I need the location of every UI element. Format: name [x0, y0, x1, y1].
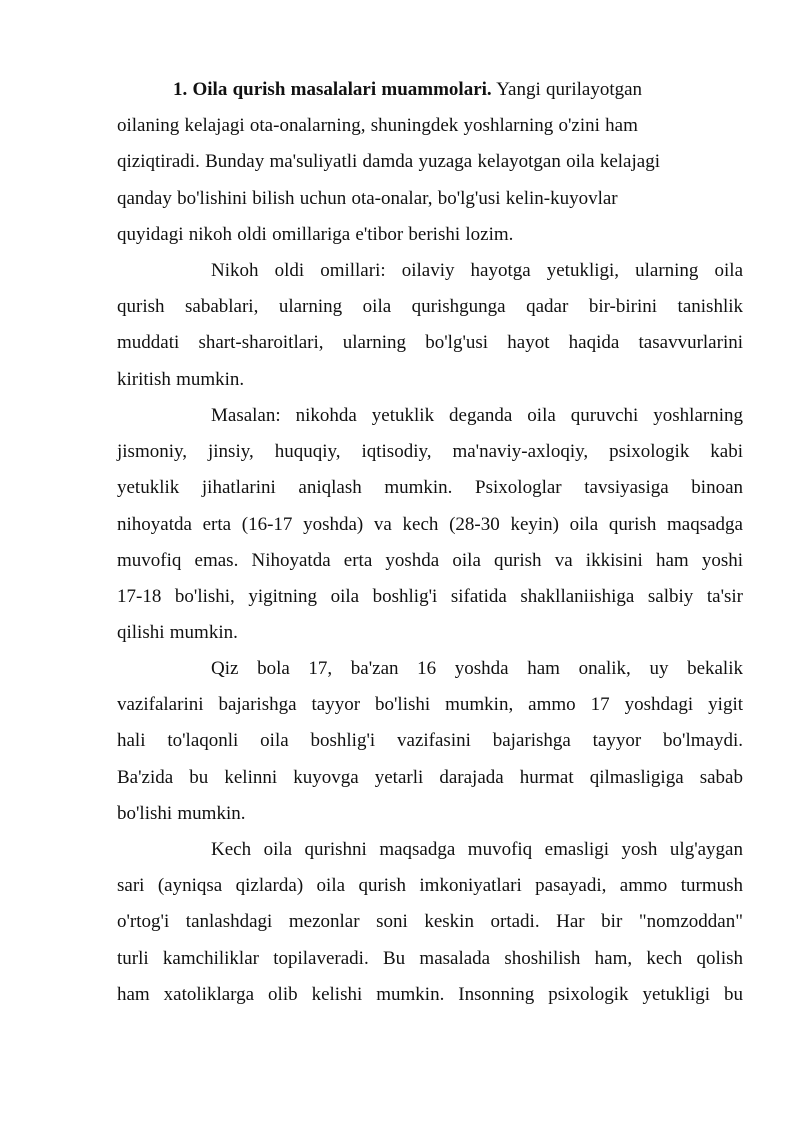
paragraph-line: yetuklik jihatlarini aniqlash mumkin. Psixologlar tavsiyasiga binoan: [117, 477, 743, 499]
paragraph-line: kiritish mumkin.: [117, 368, 245, 390]
paragraph-text: Yangi qurilayotgan: [496, 79, 643, 100]
paragraph-line: sari (ayniqsa qizlarda) oila qurish imkoniyatlari pasayadi, ammo turmush: [117, 875, 743, 897]
paragraph-line: o'rtog'i tanlashdagi mezonlar soni keskin ortadi. Har bir "nomzoddan": [117, 911, 743, 933]
paragraph-line: Ba'zida bu kelinni kuyovga yetarli darajada hurmat qilmasligiga sabab: [117, 766, 743, 788]
paragraph-line: muvofiq emas. Nihoyatda erta yoshda oila qurish va ikkisini ham yoshi: [117, 549, 743, 571]
paragraph-line: ham xatoliklarga olib kelishi mumkin. Insonning psixologik yetukligi bu: [117, 983, 743, 1005]
paragraph-kech-oila: [117, 832, 743, 1013]
paragraph-line: qiziqtiradi. Bunday ma'suliyatli damda yuzaga kelayotgan oila kelajagi: [117, 151, 660, 173]
paragraph-line: qilishi mumkin.: [117, 622, 238, 644]
paragraph-line: Kech oila qurishni maqsadga muvofiq emasligi yosh ulg'aygan: [211, 839, 743, 860]
paragraph-intro: [117, 72, 743, 253]
paragraph-line: 17-18 bo'lishi, yigitning oila boshlig'i sifatida shakllaniishiga salbiy ta'sir: [117, 586, 743, 608]
paragraph-line: hali to'laqonli oila boshlig'i vazifasini bajarishga tayyor bo'lmaydi.: [117, 730, 743, 752]
paragraph-line: turli kamchiliklar topilaveradi. Bu masalada shoshilish ham, kech qolish: [117, 947, 743, 969]
paragraph-line: vazifalarini bajarishga tayyor bo'lishi mumkin, ammo 17 yoshdagi yigit: [117, 694, 743, 716]
paragraph-line: qurish sabablari, ularning oila qurishgunga qadar bir-birini tanishlik: [117, 296, 743, 318]
paragraph-line: Masalan: nikohda yetuklik deganda oila quruvchi yoshlarning: [211, 405, 743, 426]
paragraph-nikoh-oldi: [117, 253, 743, 398]
paragraph-line: qanday bo'lishini bilish uchun ota-onalar, bo'lg'usi kelin-kuyovlar: [117, 187, 618, 209]
paragraph-line: oilaning kelajagi ota-onalarning, shuningdek yoshlarning o'zini ham: [117, 115, 638, 137]
section-heading: 1. Oila qurish masalalari muammolari.: [173, 79, 492, 100]
paragraph-line: muddati shart-sharoitlari, ularning bo'lg'usi hayot haqida tasavvurlarini: [117, 332, 743, 354]
paragraph-qiz-bola: [117, 651, 743, 832]
paragraph-line: jismoniy, jinsiy, huquqiy, iqtisodiy, ma'naviy-axloqiy, psixologik kabi: [117, 441, 743, 463]
paragraph-line: quyidagi nikoh oldi omillariga e'tibor berishi lozim.: [117, 223, 514, 245]
paragraph-line: bo'lishi mumkin.: [117, 802, 246, 824]
paragraph-masalan: [117, 398, 743, 651]
paragraph-line: nihoyatda erta (16-17 yoshda) va kech (28-30 keyin) oila qurish maqsadga: [117, 513, 743, 535]
heading-line: [117, 72, 743, 108]
paragraph-line: Qiz bola 17, ba'zan 16 yoshda ham onalik, uy bekalik: [211, 658, 743, 679]
paragraph-line: Nikoh oldi omillari: oilaviy hayotga yetukligi, ularning oila: [211, 260, 743, 281]
